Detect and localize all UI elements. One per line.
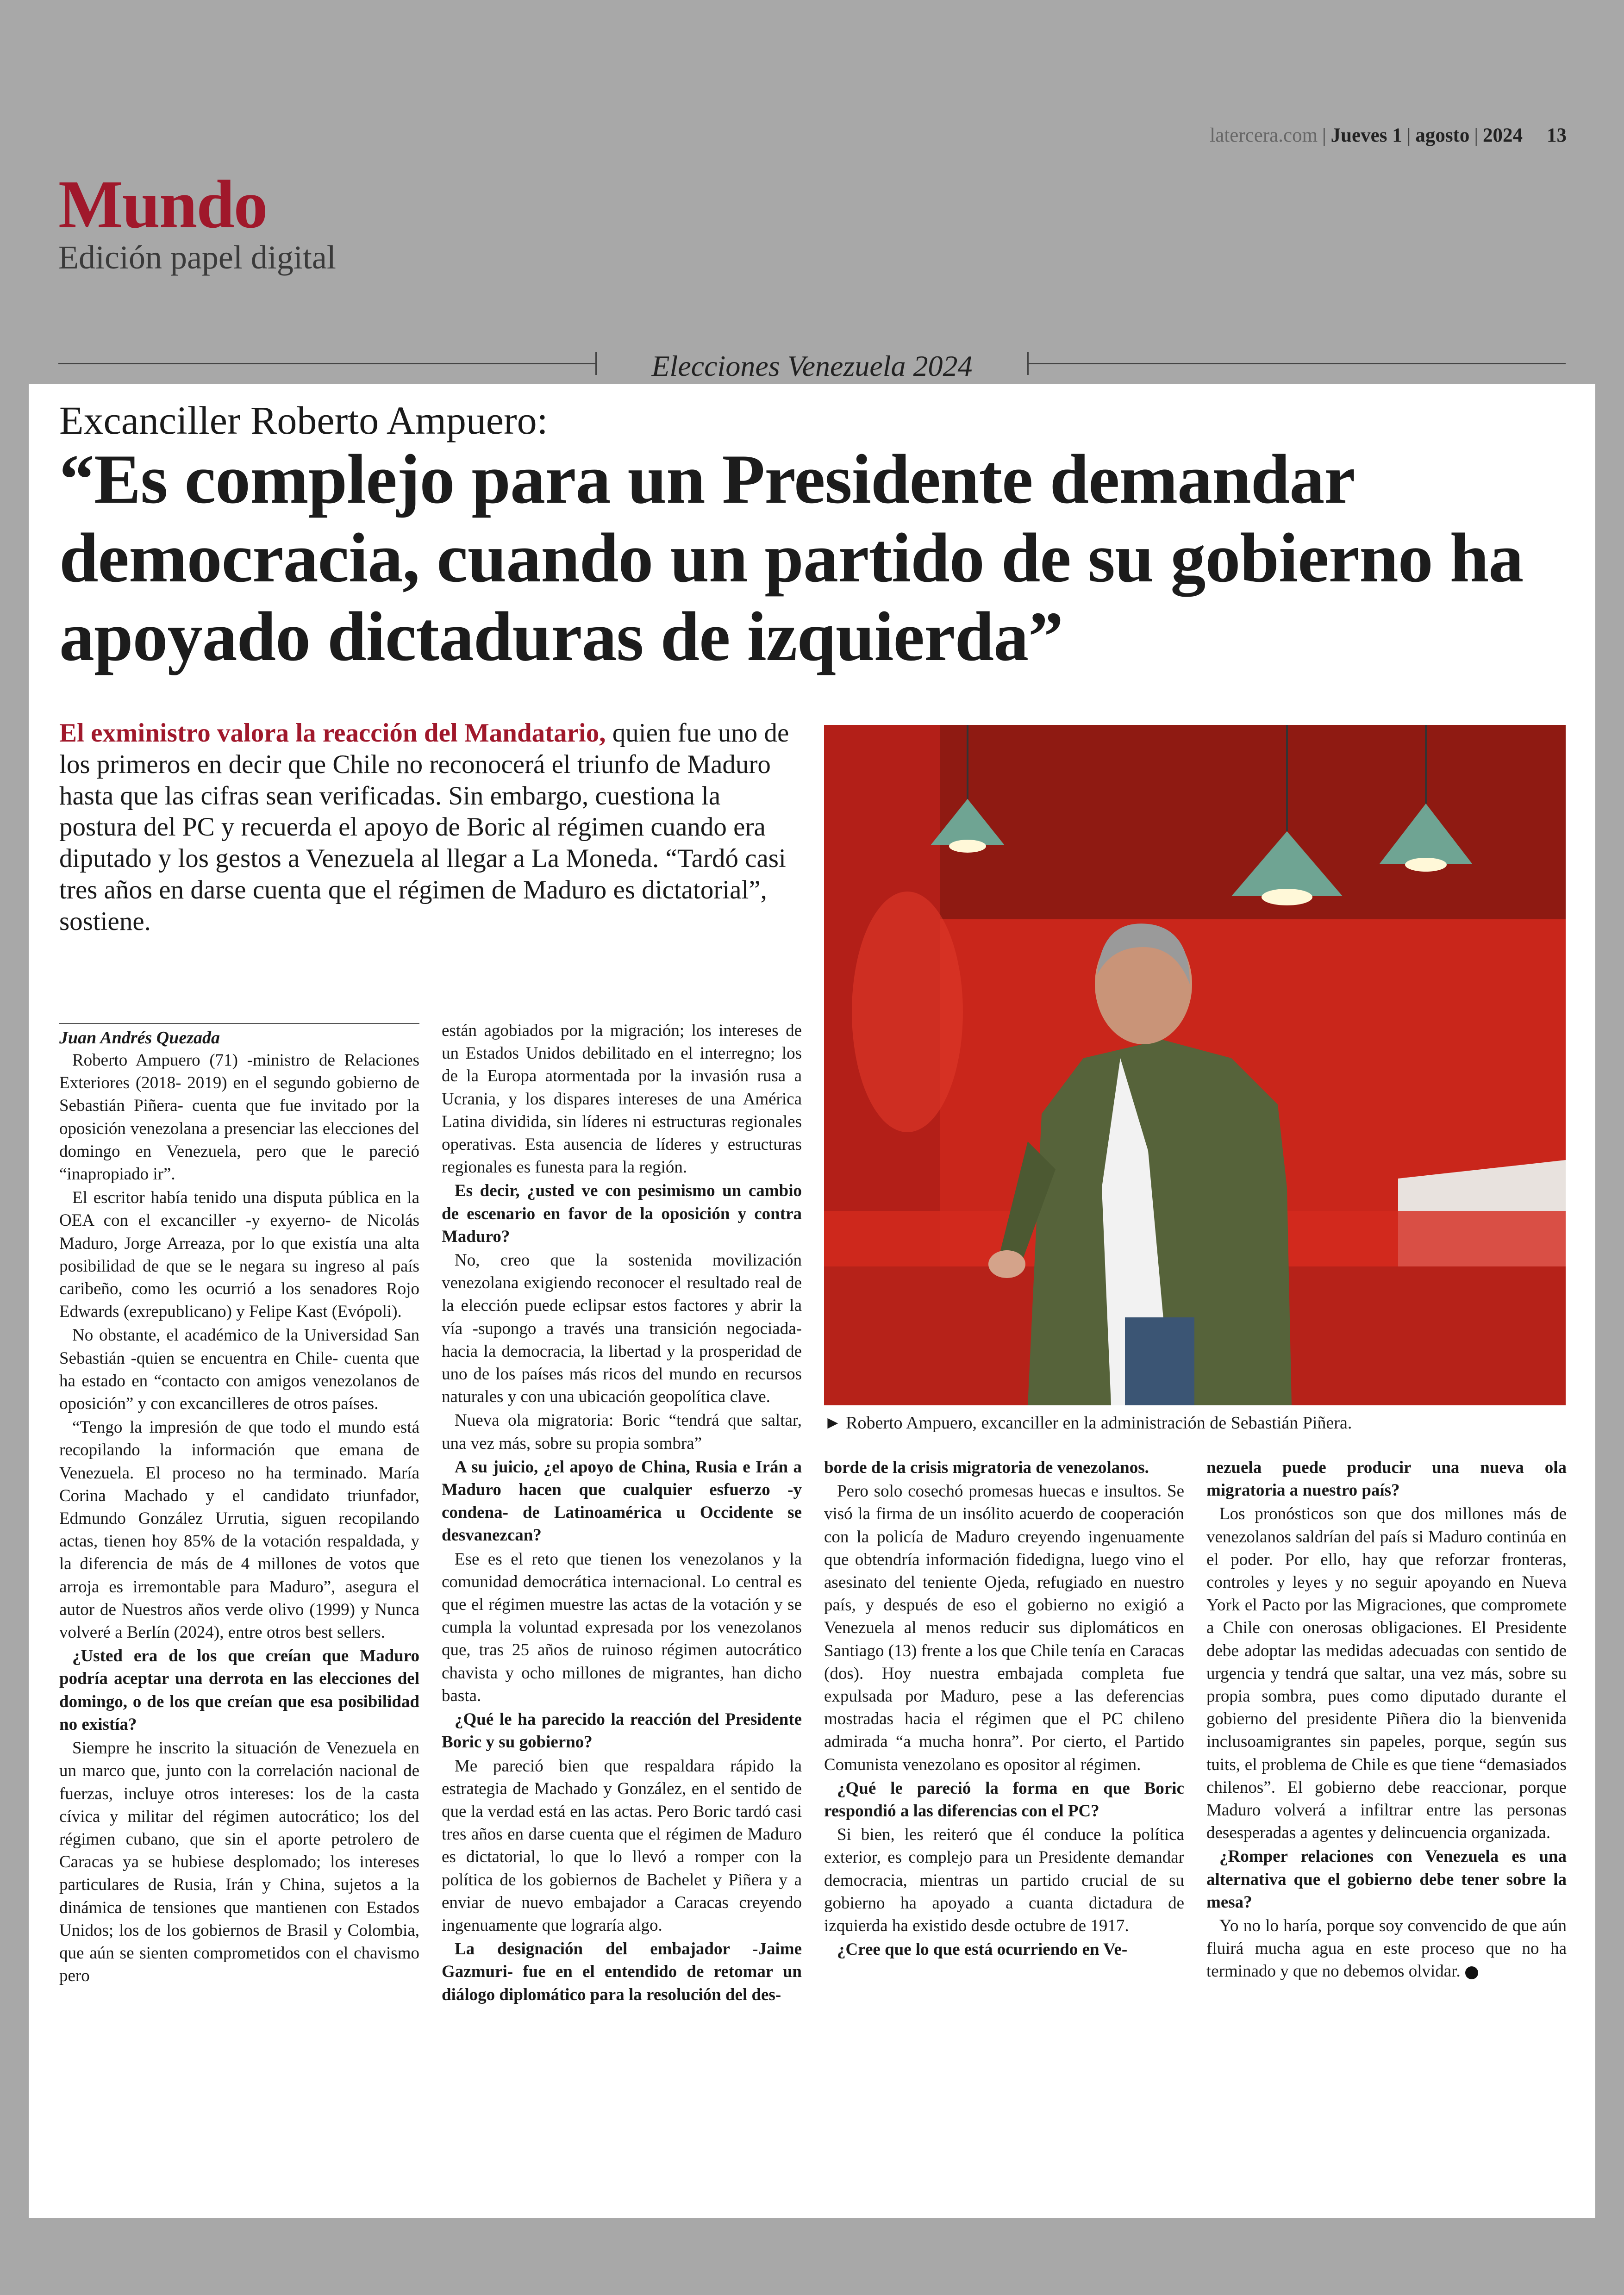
paragraph: No, creo que la sostenida movilización venezolana exigiendo reconocer el resultado real de la elección puede eclipsar estos factores y abrir la vía -supongo a través una transición negociada- hacia la democracia, la libertad y la prosperidad de uno de los países más ricos del mundo en recursos naturales y con una ubicación geopolítica clave.: [442, 1251, 802, 1407]
paragraph: [1206, 1915, 1567, 1983]
paragraph: Ese es el reto que tienen los venezolanos y la comunidad democrática internacional. Lo central es que el régimen muestre las actas de la votación y se cumpla la voluntad expresada por los venezolanos que, tras 25 años de ruinoso régimen autocrático chavista y ocho millones de migrantes, han dicho basta.: [442, 1549, 802, 1705]
paragraph: Nueva ola migratoria: Boric “tendrá que saltar, una vez más, sobre su propia sombra”: [442, 1411, 802, 1453]
article-column-4: [1206, 1456, 1567, 1984]
paragraph: No obstante, el académico de la Universidad San Sebastián -quien se encuentra en Chile- cuenta que ha estado en “contacto con amigos venezolanos de oposición” y con excancilleres de otros países.: [59, 1326, 419, 1414]
lede-highlight: El exministro valora la reacción del Mandatario,: [59, 718, 606, 748]
issue-year: 2024: [1483, 125, 1523, 146]
article-page: [29, 384, 1595, 2218]
paragraph: Roberto Ampuero (71) -ministro de Relaciones Exteriores (2018- 2019) en el segundo gobierno de Sebastián Piñera- cuenta que fue invitado por la oposición venezolana a presenciar las elecciones del domingo en Venezuela, pero que le pareció “inapropiado ir”.: [59, 1051, 419, 1184]
interview-question: Es decir, ¿usted ve con pesimismo un cambio de escenario en favor de la oposición y contra Maduro?: [442, 1181, 802, 1246]
paragraph: Siempre he inscrito la situación de Venezuela en un marco que, junto con la correlación nacional de fuerzas, incluye otros intereses: los de la casta cívica y militar del régimen autocrático; los del régimen cubano, que sin el aporte petrolero de Caracas ya se hubiese desplomado; los intereses particulares de Rusia, Irán y China, sujetos a la dinámica de tensiones que mantienen con Estados Unidos; los de los gobiernos de Brasil y Colombia, que aún se sienten comprometidos con el chavismo pero: [59, 1739, 419, 1986]
photo-caption: ► Roberto Ampuero, excanciller en la administración de Sebastián Piñera.: [824, 1413, 1352, 1433]
paragraph: Los pronósticos son que dos millones más de venezolanos saldrían del país si Maduro continúa en el poder. Por ello, hay que reforzar fronteras, controles y leyes y no seguir apoyando en Nueva York el Pacto por las Migraciones, que compromete a Chile con onerosas obligaciones. El Presidente debe adoptar las medidas adecuadas con sentido de urgencia y tendrá que saltar, una vez más, sobre su propia sombra, pues como diputado durante el gobierno del presidente Piñera dio la bienvenida inclusoamigrantes sin papeles, porque, según sus tuits, el problema de Chile es que tiene “demasiados chilenos”. El gobierno debe reaccionar, porque Maduro volverá a infiltrar entre las personas desesperadas a agentes y delincuencia organizada.: [1206, 1504, 1567, 1843]
article-column-2: [442, 1019, 802, 2007]
interview-question: ¿Qué le ha parecido la reacción del Presidente Boric y su gobierno?: [442, 1710, 802, 1752]
end-dot-icon: [1465, 1966, 1478, 1979]
paragraph: El escritor había tenido una disputa pública en la OEA con el excanciller -y exyerno- de Nicolás Maduro, Jorge Arreaza, por lo que existía una alta posibilidad de que se le negara su ingreso al país caribeño, como les ocurrió a los senadores Rojo Edwards (exrepublicano) y Felipe Kast (Evópoli).: [59, 1188, 419, 1322]
page-number: 13: [1547, 125, 1567, 146]
byline: Juan Andrés Quezada: [59, 1023, 419, 1048]
interview-question: ¿Usted era de los que creían que Maduro podría aceptar una derrota en las elecciones del domingo, o de los que creían que esa posibilidad no existía?: [59, 1646, 419, 1734]
pre-headline: Excanciller Roberto Ampuero:: [59, 398, 548, 443]
paragraph: Pero solo cosechó promesas huecas e insultos. Se visó la firma de un insólito acuerdo de cooperación con la policía de Maduro creyendo ingenuamente que obtendría información fidedigna, luego vino el asesinato del teniente Ojeda, refugiado en nuestro país, y después de eso el gobierno no exigió a Venezuela al menos reducir sus diplomáticos en Santiago (13) frente a los que Chile tenía en Caracas (dos). Hoy nuestra embajada completa fue expulsada por Maduro, pese a las deferencias mostradas hacia el régimen que el PC chileno admirada “a mucha honra”. Por cierto, el Partido Comunista venezolano es opositor al régimen.: [824, 1482, 1184, 1774]
interview-question: ¿Romper relaciones con Venezuela es una alternativa que el gobierno debe tener sobre la mesa?: [1206, 1847, 1567, 1912]
section-subtitle: Edición papel digital: [58, 239, 336, 276]
paragraph: Me pareció bien que respaldara rápido la estrategia de Machado y González, en el sentido de que la verdad está en las actas. Pero Boric tardó casi tres años en darse cuenta que el régimen de Maduro es dictatorial, lo que lo llevó a romper con la política de los gobiernos de Bachelet y Piñera y a enviar de nuevo embajador a Caracas creyendo ingenuamente que lograría algo.: [442, 1756, 802, 1935]
article-column-3: [824, 1456, 1184, 1962]
issue-month: agosto: [1415, 125, 1470, 146]
interview-question: A su juicio, ¿el apoyo de China, Rusia e Irán a Maduro hacen que cualquier esfuerzo -y condena- de Latinoamérica u Occidente se desvanezcan?: [442, 1457, 802, 1545]
lede: [59, 717, 800, 937]
article-photo: [824, 725, 1566, 1405]
paragraph-text: Yo no lo haría, porque soy convencido de que aún fluirá mucha agua en este proceso que no ha terminado y que no debemos olvidar.: [1206, 1916, 1567, 1981]
article-column-1: [59, 1049, 419, 1988]
paragraph: Si bien, les reiteró que él conduce la política exterior, es complejo para un Presidente demandar democracia, mientras un partido crucial de su gobierno ha apoyado a cuanta dictadura de izquierda ha existido desde octubre de 1917.: [824, 1825, 1184, 1936]
paragraph: están agobiados por la migración; los intereses de un Estados Unidos debilitado en el interregno; los de la Europa atormentada por la invasión rusa a Ucrania, y los dispares intereses de una América Latina dividida, sin líderes ni estructuras regionales operativas. Esta ausencia de líderes y estructuras regionales es funesta para la región.: [442, 1021, 802, 1177]
section-title: Mundo: [58, 167, 267, 243]
kicker: Elecciones Venezuela 2024: [651, 349, 973, 382]
headline: “Es complejo para un Presidente demandar democracia, cuando un partido de su gobierno ha apoyado dictaduras de izquierda”: [59, 440, 1524, 676]
issue-meta: latercera.com | Jueves 1 | agosto | 2024 13: [1210, 125, 1567, 146]
roberto-ampuero-photo: [824, 725, 1566, 1405]
paragraph: “Tengo la impresión de que todo el mundo está recopilando la información que emana de Venezuela. El proceso no ha terminado. María Corina Machado y el candidato triunfador, Edmundo González Urrutia, siguen recopilando actas, tienen hoy 85% de la votación respaldada, y la diferencia de más de 4 millones de votos que arroja es irremontable para Maduro”, asegura el autor de Nuestros años verde olivo (1999) y Nunca volveré a Berlín (2024), entre otros best sellers.: [59, 1418, 419, 1642]
interview-question: La designación del embajador -Jaime Gazmuri- fue en el entendido de retomar un diálogo diplomático para la resolución del des-: [442, 1940, 802, 2004]
site-name[interactable]: latercera.com: [1210, 125, 1318, 146]
interview-question: borde de la crisis migratoria de venezolanos.: [824, 1458, 1149, 1477]
interview-question: ¿Qué le pareció la forma en que Boric respondió a las diferencias con el PC?: [824, 1778, 1184, 1821]
lede-text: quien fue uno de los primeros en decir que Chile no reconocerá el triunfo de Maduro hasta que las cifras sean verificadas. Sin embargo, cuestiona la postura del PC y recuerda el apoyo de Boric al régimen cuando era diputado y los gestos a Venezuela al llegar a La Moneda. “Tardó casi tres años en darse cuenta que el régimen de Maduro es dictatorial”, sostiene.: [59, 718, 789, 936]
interview-question: nezuela puede producir una nueva ola migratoria a nuestro país?: [1206, 1458, 1567, 1500]
kicker-band: [58, 343, 1566, 384]
kicker-rule-right: [1029, 363, 1566, 364]
issue-day: Jueves 1: [1330, 125, 1402, 146]
interview-question: ¿Cree que lo que está ocurriendo en Ve-: [837, 1940, 1128, 1959]
